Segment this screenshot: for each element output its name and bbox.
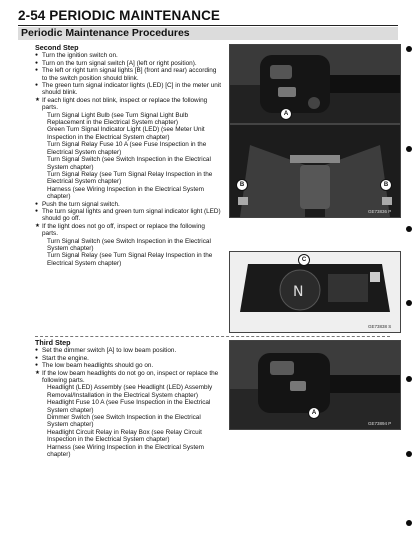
bullet-item: ● Push the turn signal switch. [35, 201, 222, 208]
indented-item: Harness (see Wiring Inspection in the Electrical System chapter) [47, 443, 204, 459]
turn-signal-lights-photo [229, 124, 401, 218]
figure-code-2: GE73838 S [368, 324, 392, 329]
third-step-heading: Third Step [35, 338, 71, 347]
star-note: ★ If each light does not blink, inspect or replace the following parts. [35, 97, 222, 112]
bullet-item: ● The green turn signal indicator lights (LED) [C] in the meter unit should blink. [35, 82, 222, 97]
indented-item: Headlight (LED) Assembly (see Headlight (LED) Assembly Removal/Installation in the Electrical System chapter) [47, 384, 213, 399]
bullet-item: ● Start the engine. [35, 355, 222, 362]
svg-text:N: N [293, 284, 304, 300]
label-a: A [308, 407, 320, 419]
binder-hole [406, 520, 412, 526]
bullet-item: ● Turn on the turn signal switch [A] (left or right position). [35, 60, 222, 67]
bullet-item: ● The turn signal lights and green turn signal indicator light (LED) should go off. [35, 208, 222, 223]
label-b-left: B [236, 179, 248, 191]
indented-item: Turn Signal Relay Fuse 10 A (see Fuse Inspection in the Electrical System chapter) [47, 141, 207, 156]
binder-hole [406, 226, 412, 232]
bullet-item: ● The left or right turn signal lights [B] (front and rear) according to the switch position should blink. [35, 67, 222, 82]
bullet-item: ● The low beam headlights should go on. [35, 362, 222, 369]
binder-hole [406, 376, 412, 382]
indented-item: Turn Signal Relay (see Turn Signal Relay Inspection in the Electrical System chapter) [47, 252, 213, 267]
second-step-column [35, 44, 222, 267]
dimmer-switch-photo [229, 340, 401, 430]
binder-hole [406, 451, 412, 457]
indented-item: Turn Signal Light Bulb (see Turn Signal Light Bulb Replacement in the Electrical System chapter) [47, 111, 189, 127]
label-b-right: B [380, 179, 392, 191]
meter-unit-image [230, 252, 400, 332]
star-note: ★ If the light does not go off, inspect or replace the following parts. [35, 223, 222, 238]
indented-item: Headlight Fuse 10 A (see Fuse Inspection in the Electrical System chapter) [47, 399, 211, 414]
meter-unit-photo [229, 251, 401, 333]
star-note: ★ If the low beam headlights do not go on, inspect or replace the following parts. [35, 370, 222, 385]
figure-code-1: GE73836 P [368, 209, 392, 214]
indented-item: Turn Signal Relay (see Turn Signal Relay Inspection in the Electrical System chapter) [47, 170, 213, 186]
turn-signal-switch-photo [229, 44, 401, 124]
indented-item: Harness (see Wiring Inspection in the Electrical System chapter) [47, 185, 204, 201]
section-title: Periodic Maintenance Procedures [21, 27, 190, 39]
binder-hole [406, 300, 412, 306]
bullet-item: ● Set the dimmer switch [A] to low beam position. [35, 347, 222, 354]
figure-code-3: GE73894 P [368, 421, 392, 426]
title-rule [18, 25, 398, 26]
binder-hole [406, 146, 412, 152]
binder-hole [406, 46, 412, 52]
indented-item: Turn Signal Switch (see Switch Inspection in the Electrical System chapter) [47, 237, 211, 252]
rear-lights-image [230, 125, 400, 217]
page-title: 2-54 PERIODIC MAINTENANCE [18, 8, 221, 23]
indented-item: Turn Signal Switch (see Switch Inspection in the Electrical System chapter) [47, 156, 211, 171]
indented-item: Green Turn Signal Indicator Light (LED) (see Meter Unit Inspection in the Electrical System chapter) [47, 126, 205, 141]
third-step-column [35, 339, 222, 459]
indented-item: Dimmer Switch (see Switch Inspection in the Electrical System chapter) [47, 414, 201, 429]
label-c: C [298, 254, 310, 266]
bullet-item: ● Turn the ignition switch on. [35, 52, 222, 59]
step-divider [35, 336, 390, 337]
second-step-heading: Second Step [35, 43, 79, 52]
label-a: A [280, 108, 292, 120]
indented-item: Headlight Circuit Relay in Relay Box (see Relay Circuit Inspection in the Electrical System chapter) [47, 428, 202, 444]
handlebar-switch-image [230, 45, 400, 123]
